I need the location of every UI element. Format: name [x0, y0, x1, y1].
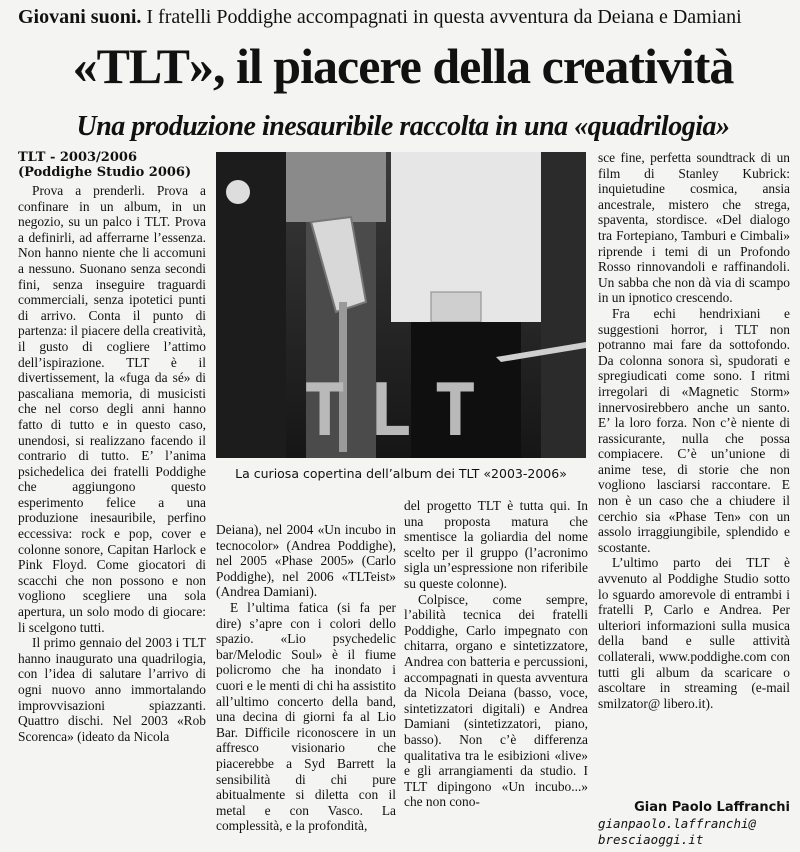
- paragraph: del progetto TLT è tutta qui. In una proposta matura che smentisce la goliardia del nome scelto per il gruppo (l’acronimo sigla un’espressione non riferibile su queste colonne).: [404, 498, 588, 591]
- paragraph: Deiana), nel 2004 «Un incubo in tecnocolor» (Andrea Poddighe), nel 2005 «Phase 2005» (Carlo Poddighe), nel 2006 «TLTeist» (Andrea Damiani).: [216, 522, 396, 600]
- album-info-title: TLT - 2003/2006: [18, 150, 137, 165]
- photo-caption: La curiosa copertina dell’album dei TLT «2003-2006»: [235, 466, 567, 481]
- article-column-1: [18, 183, 206, 843]
- subhead: Una produzione inesauribile raccolta in una «quadrilogia»: [76, 111, 730, 142]
- paragraph: E l’ultima fatica (si fa per dire) s’apre con i colori dello spazio. «Lio psychedelic bar/Melodic Soul» è il fiume policromo che ha inondato i cuori e le menti di chi ha assistito all’ultimo concerto della band, una decina di giorni fa al Lio Bar. Difficile riconoscere in un affresco visionario che piacerebbe a Syd Barrett la sensibilità di chi pure abitualmente si diletta con il metal e con Vasco. La complessità, e la profondità,: [216, 599, 396, 834]
- album-cover-photo: [216, 152, 586, 458]
- byline: [598, 800, 790, 848]
- article-column-2: [216, 522, 396, 842]
- paragraph: Prova a prenderli. Prova a confinare in un album, in un negozio, su un palco i TLT. Prova a definirli, ad afferrarne l’essenza. Non hanno niente che li accomuni a nessuno. Suonano senza secondi fini, senza inseguire traguardi commerciali, senza ipotetici punti di arrivo. Conta il punto di partenza: il piacere della creatività, il gusto di cogliere l’attimo dell’ispirazione. TLT è il divertissement, la «fuga da sé» di pascaliana memoria, di musicisti che nel corso degli anni hanno fatto di tutto e in questo caso, unendosi, si realizzano facendo il contrario di tutto. E’ l’anima psichedelica dei fratelli Poddighe che aggiungono questo esperimento felice a una produzione inesauribile, perfino eccessiva: rock e pop, cover e colonne sonore, Capitan Harlock e Pink Floyd. Come giocatori di scacchi che non possono e non vogliono scegliere una sola apertura, un solo modo di giocare: li scelgono tutti.: [18, 183, 206, 635]
- kicker: [18, 4, 788, 30]
- author-email: gianpaolo.laffranchi@ bresciaoggi.it: [598, 816, 757, 847]
- album-info-label: (Poddighe Studio 2006): [18, 165, 192, 180]
- paragraph: Colpisce, come sempre, l’abilità tecnica dei fratelli Poddighe, Carlo impegnato con chitarra, organo e sintetizzatore, Andrea con batteria e percussioni, accompagnati in questa avventura da Nicola Deiana (basso, voce, sintetizzatori digitali) e Andrea Damiani (sintetizzatori, piano, basso). Non c’è differenza qualitativa tra le esibizioni «live» e gli arrangiamenti da studio. I TLT dipingono «Un incubo...» che non cono-: [404, 591, 588, 810]
- paragraph: Fra echi hendrixiani e suggestioni horror, i TLT non potranno mai fare da sottofondo. Da colonna sonora sì, spudorati e spregiudicati come sono. I ritmi irregolari di «Magnetic Storm» innervosirebbero anche un santo. E’ la loro forza. Non c’è niente di rassicurante, nulla che possa compiacere. C’è un’unione di anime tese, di storie che non vogliono lasciarsi raccontare. E non è un caso che a chiudere il cerchio sia «Phase Ten» con un assolo irraggiungibile, splendido e scostante.: [598, 305, 790, 555]
- author-name: Gian Paolo Laffranchi: [634, 800, 790, 815]
- paragraph: Il primo gennaio del 2003 i TLT hanno inaugurato una quadrilogia, con l’idea di salutare l’arrivo di ogni nuovo anno immortalando improvvisazioni spiazzanti. Quattro dischi. Nel 2003 «Rob Scorenca» (ideato da Nicola: [18, 635, 206, 744]
- kicker-label: Giovani suoni.: [18, 6, 142, 28]
- article-column-4: [598, 150, 790, 796]
- kicker-text: I fratelli Poddighe accompagnati in questa avventura da Deiana e Damiani: [146, 6, 742, 28]
- headline: «TLT», il piacere della creatività: [72, 38, 734, 94]
- article-column-3: [404, 498, 588, 842]
- tlt-logo: TLT: [302, 368, 500, 452]
- paragraph: sce fine, perfetta soundtrack di un film di Stanley Kubrick: inquietudine cosmica, ansia ancestrale, mistero che strega, spaventa, stordisce. «Del dialogo tra Fortepiano, Tamburi e Cimbali» riprende i temi di un Profondo Rosso rinnovandoli e raffinandoli. Un sabba che non dà via di scampo in un ipnotico crescendo.: [598, 150, 790, 306]
- album-info: [18, 150, 208, 180]
- paragraph: L’ultimo parto dei TLT è avvenuto al Poddighe Studio sotto lo sguardo amorevole di entrambi i fratelli P, Carlo e Andrea. Per ulteriori informazioni sulla musica della band e sulle attività collaterali, www.poddighe.com con tutti gli album da scaricare o ascoltare in streaming (e-mail smilzator@ libero.it).: [598, 555, 790, 711]
